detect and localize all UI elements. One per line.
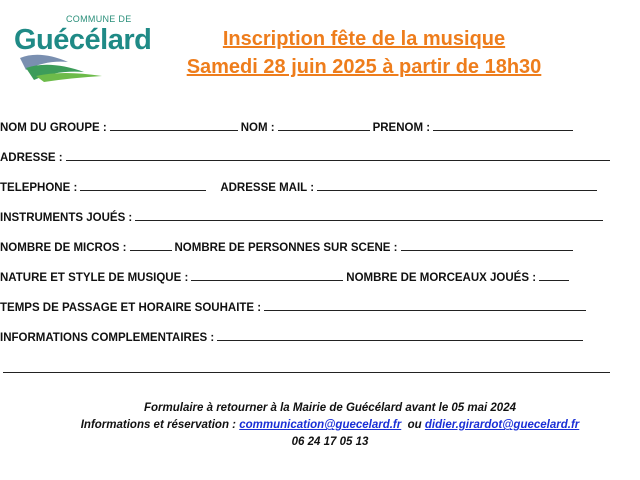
page-title: Inscription fête de la musique [222,28,506,50]
email-link-girardot[interactable]: didier.girardot@guecelard.fr [424,419,580,431]
field-infos-extra-line[interactable] [3,372,610,373]
label-micros: NOMBRE DE MICROS : [0,242,127,254]
email-link-communication[interactable]: communication@guecelard.fr [239,419,402,431]
field-style[interactable] [191,270,343,281]
row-micros [0,240,576,254]
label-style: NATURE ET STYLE DE MUSIQUE : [0,272,189,284]
row-temps [0,300,589,314]
field-infos[interactable] [217,330,583,341]
field-nom[interactable] [278,120,370,131]
row-instruments [0,210,606,224]
label-personnes: NOMBRE DE PERSONNES SUR SCENE : [174,242,398,254]
logo-commune-text: COMMUNE DE [66,14,132,24]
label-nom-groupe: NOM DU GROUPE : [0,122,107,134]
row-adresse [0,150,613,164]
footer-or-text: ou [407,419,422,431]
label-infos: INFORMATIONS COMPLEMENTAIRES : [0,332,215,344]
footer-phone: 06 24 17 05 13 [291,436,369,448]
field-morceaux[interactable] [539,270,569,281]
logo-name-text: Guécélard [14,24,152,56]
field-micros[interactable] [130,240,172,251]
row-infos [0,330,586,344]
label-adresse: ADRESSE : [0,152,63,164]
footer-contact [0,419,640,431]
label-adresse-mail: ADRESSE MAIL : [220,182,315,194]
field-telephone[interactable] [80,180,206,191]
page-subtitle: Samedi 28 juin 2025 à partir de 18h30 [186,56,542,78]
label-telephone: TELEPHONE : [0,182,78,194]
footer-info-label: Informations et réservation : [80,419,237,431]
field-adresse-mail[interactable] [317,180,597,191]
label-morceaux: NOMBRE DE MORCEAUX JOUÉS : [346,272,537,284]
field-instruments[interactable] [135,210,603,221]
row-telephone [0,180,600,194]
field-personnes[interactable] [401,240,573,251]
field-adresse[interactable] [66,150,610,161]
label-temps: TEMPS DE PASSAGE ET HORAIRE SOUHAITE : [0,302,262,314]
label-instruments: INSTRUMENTS JOUÉS : [0,212,133,224]
field-prenom[interactable] [433,120,573,131]
row-style [0,270,572,284]
label-prenom: PRENOM : [372,122,431,134]
field-nom-groupe[interactable] [110,120,238,131]
footer-return-note: Formulaire à retourner à la Mairie de Guécélard avant le 05 mai 2024 [143,402,516,414]
field-temps[interactable] [264,300,586,311]
row-nom-groupe [0,120,576,134]
label-nom: NOM : [240,122,275,134]
